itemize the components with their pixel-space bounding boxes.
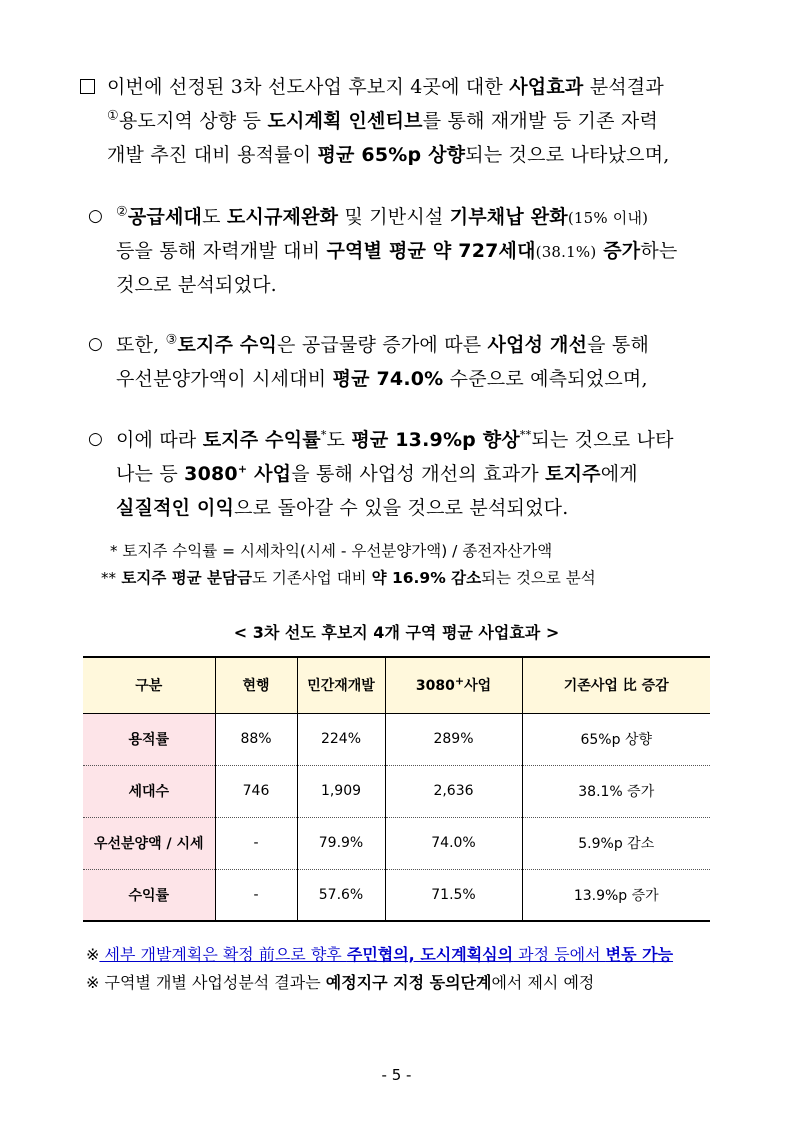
- header-category: 구분: [83, 657, 215, 713]
- table-header-row: [83, 657, 710, 713]
- cell: 289%: [385, 713, 522, 765]
- reference-note-2: ※ 구역별 개별 사업성분석 결과는 예정지구 지정 동의단계에서 제시 예정: [86, 973, 595, 992]
- cell: 65%p 상향: [522, 713, 710, 765]
- footnote-2: ** 토지주 평균 분담금도 기존사업 대비 약 16.9% 감소되는 것으로 분석: [101, 569, 596, 587]
- cell: 57.6%: [297, 869, 385, 921]
- cell: -: [215, 817, 297, 869]
- header-3080: 3080+사업: [385, 657, 522, 713]
- bullet-circle: ○: [88, 334, 103, 354]
- cell: 746: [215, 765, 297, 817]
- bullet-circle: ○: [88, 206, 103, 226]
- cell: 79.9%: [297, 817, 385, 869]
- p4-line3: 실질적인 이익으로 돌아갈 수 있을 것으로 분석되었다.: [116, 497, 569, 519]
- row-label: 세대수: [83, 765, 215, 817]
- cell: 71.5%: [385, 869, 522, 921]
- checkbox-square: [80, 79, 95, 94]
- row-label: 용적률: [83, 713, 215, 765]
- table-row: [83, 713, 710, 765]
- table-caption: < 3차 선도 후보지 4개 구역 평균 사업효과 >: [233, 623, 560, 642]
- reference-note-1: ※ 세부 개발계획은 확정 前으로 향후 주민협의, 도시계획심의 과정 등에서 변동 가능: [86, 945, 674, 964]
- bullet-circle: ○: [88, 429, 103, 449]
- cell: 74.0%: [385, 817, 522, 869]
- p3-line2: 우선분양가액이 시세대비 평균 74.0% 수준으로 예측되었으며,: [116, 368, 648, 390]
- p1-line2: ①용도지역 상향 등 도시계획 인센티브를 통해 재개발 등 기존 자력: [107, 108, 659, 132]
- footnote-1: * 토지주 수익률 = 시세차익(시세 - 우선분양가액) / 종전자산가액: [110, 542, 553, 560]
- cell: 2,636: [385, 765, 522, 817]
- header-current: 현행: [215, 657, 297, 713]
- cell: 38.1% 증가: [522, 765, 710, 817]
- cell: 1,909: [297, 765, 385, 817]
- cell: 88%: [215, 713, 297, 765]
- row-label: 수익률: [83, 869, 215, 921]
- table-row: [83, 869, 710, 921]
- effects-table: [83, 656, 710, 922]
- page-number: - 5 -: [381, 1066, 412, 1084]
- p2-line1: ②공급세대도 도시규제완화 및 기반시설 기부채납 완화(15% 이내): [116, 204, 649, 228]
- header-change: 기존사업 比 증감: [522, 657, 710, 713]
- cell: 224%: [297, 713, 385, 765]
- p4-line1: 이에 따라 토지주 수익률*도 평균 13.9%p 향상**되는 것으로 나타: [116, 428, 674, 451]
- header-private: 민간재개발: [297, 657, 385, 713]
- p1-line1: 이번에 선정된 3차 선도사업 후보지 4곳에 대한 사업효과 분석결과: [107, 76, 664, 98]
- p2-line2: 등을 통해 자력개발 대비 구역별 평균 약 727세대(38.1%) 증가하는: [116, 240, 678, 262]
- cell: 13.9%p 증가: [522, 869, 710, 921]
- table-row: [83, 817, 710, 869]
- p3-line1: 또한, ③토지주 수익은 공급물량 증가에 따른 사업성 개선을 통해: [116, 332, 650, 356]
- row-label: 우선분양액 / 시세: [83, 817, 215, 869]
- p4-line2: 나는 등 3080+ 사업을 통해 사업성 개선의 효과가 토지주에게: [116, 462, 638, 485]
- p2-line3: 것으로 분석되었다.: [116, 274, 277, 296]
- cell: 5.9%p 감소: [522, 817, 710, 869]
- p1-line3: 개발 추진 대비 용적률이 평균 65%p 상향되는 것으로 나타났으며,: [107, 144, 670, 166]
- table-row: [83, 765, 710, 817]
- cell: -: [215, 869, 297, 921]
